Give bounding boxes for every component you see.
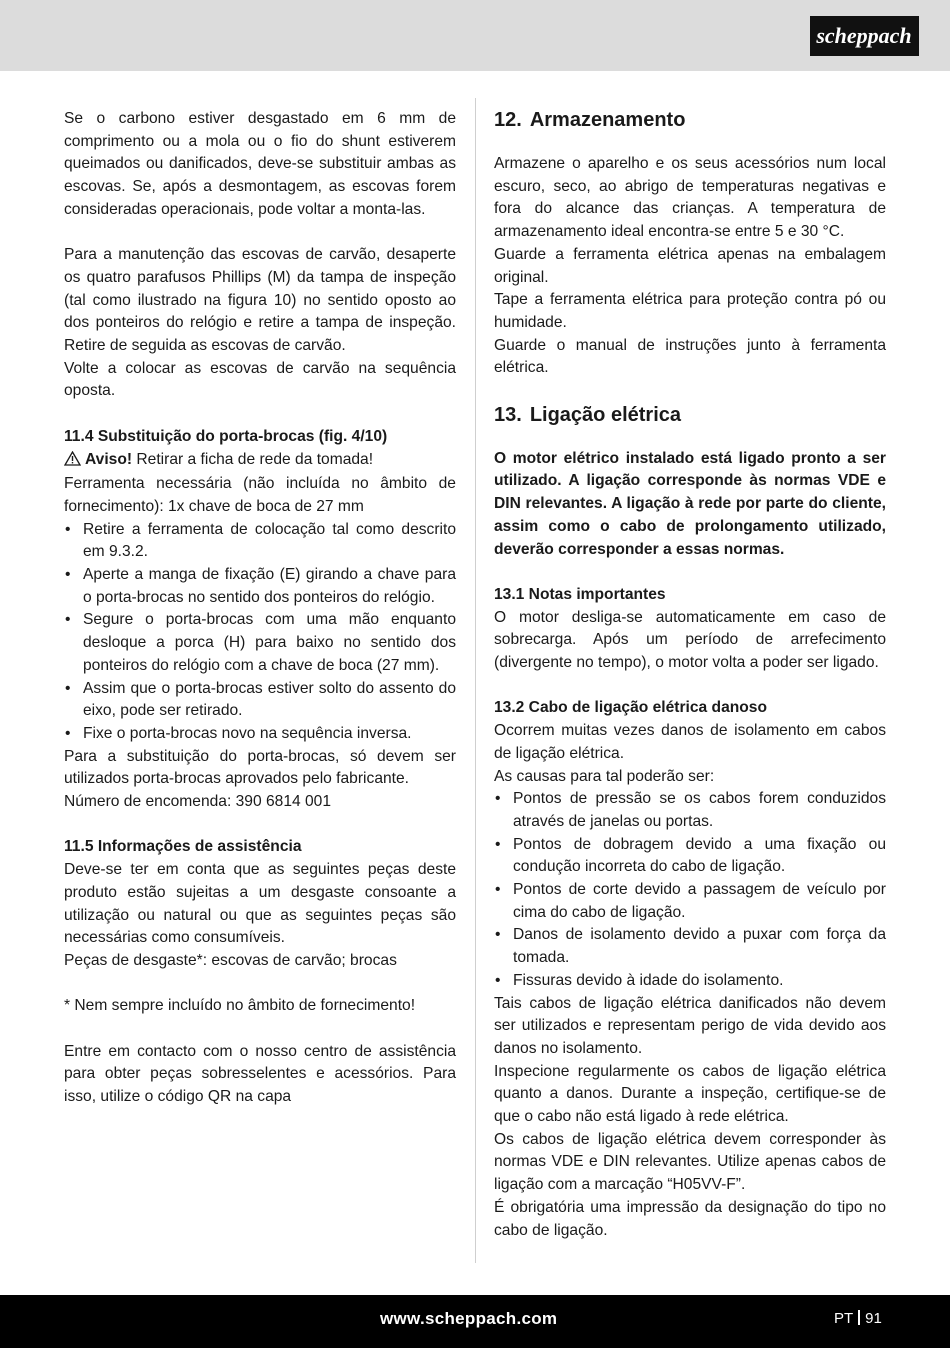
column-divider (475, 98, 476, 1263)
brush-maintenance-paragraph: Para a manutenção das escovas de carvão, desaperte os quatro parafusos Phillips (M) da tampa de inspeção (tal como ilustrado na figura 10) no sentido oposto ao dos ponteiros do relógio e retire a tampa de inspeção. Retire de seguida as escovas de carvão. (64, 246, 456, 355)
brush-reinstall-paragraph: Volte a colocar as escovas de carvão na sequência oposta. (64, 359, 456, 400)
page-header (0, 0, 950, 71)
language-code: PT (834, 1310, 854, 1327)
wear-parts-intro: Deve-se ter em conta que as seguintes peças deste produto estão sujeitas a um desgaste consoante a utilização ou natural ou que as seguintes peças são necessárias como consumíveis. (64, 861, 456, 947)
required-tools: Ferramenta necessária (não incluída no âmbito de fornecimento): 1x chave de boca de 27 mm (64, 475, 456, 515)
section-number: 12. (494, 109, 522, 131)
page-separator (858, 1310, 860, 1325)
brush-wear-paragraph: Se o carbono estiver desgastado em 6 mm de comprimento ou a mola ou o fio do shunt estiverem queimados ou danificados, deve-se substituir ambas as escovas. Se, após a desmontagem, as escovas forem consideradas operacionais, pode voltar a monta-las. (64, 110, 456, 218)
list-item: • Retire a ferramenta de colocação tal como descrito em 9.3.2. (64, 519, 456, 564)
list-item: • Segure o porta-brocas com uma mão enquanto desloque a porca (H) para baixo no sentido dos ponteiros do relógio com a chave de boca (27 mm). (64, 609, 456, 677)
cable-damage-causes: As causas para tal poderão ser: (494, 767, 715, 785)
scope-note: * Nem sempre incluído no âmbito de fornecimento! (64, 997, 416, 1015)
brand-logo-mark (814, 19, 915, 53)
page-footer (0, 1295, 950, 1348)
cable-damage-list (494, 788, 886, 992)
section-11-4-title: 11.4 Substituição do porta-brocas (fig. 4/10) (64, 427, 388, 445)
list-item: • Danos de isolamento devido a puxar com força da tomada. (494, 924, 886, 969)
wear-parts-list: Peças de desgaste*: escovas de carvão; brocas (64, 951, 397, 969)
section-11-5-title: 11.5 Informações de assistência (64, 838, 302, 856)
overload-note: O motor desliga-se automaticamente em caso de sobrecarga. Após um período de arrefecimento (divergente no tempo), o motor volta a poder ser ligado. (494, 608, 886, 672)
list-item: • Pontos de dobragem devido a uma fixação ou condução incorreta do cabo de ligação. (494, 834, 886, 879)
list-item: • Assim que o porta-brocas estiver solto do assento do eixo, pode ser retirado. (64, 678, 456, 723)
list-item: • Pontos de corte devido a passagem de veículo por cima do cabo de ligação. (494, 879, 886, 924)
list-item: • Fissuras devido à idade do isolamento. (494, 970, 886, 993)
warning-triangle-icon (64, 451, 81, 474)
service-contact: Entre em contacto com o nosso centro de assistência para obter peças sobresselentes e acessórios. Para isso, utilize o código QR na capa (64, 1042, 456, 1106)
section-12-heading (494, 108, 886, 132)
storage-packaging: Guarde a ferramenta elétrica apenas na embalagem original. (494, 245, 886, 286)
warning-line (64, 449, 456, 474)
section-13-heading (494, 403, 886, 427)
brand-logo (810, 16, 919, 56)
cable-standards: Os cabos de ligação elétrica devem corresponder às normas VDE e DIN relevantes. Utilize apenas cabos de ligação com a marcação “H05VV-F”. (494, 1130, 886, 1194)
right-column (494, 108, 886, 1242)
list-item: • Fixe o porta-brocas novo na sequência inversa. (64, 723, 456, 746)
order-number: Número de encomenda: 390 6814 001 (64, 793, 332, 811)
list-item: • Aperte a manga de fixação (E) girando a chave para o porta-brocas no sentido dos ponteiros do relógio. (64, 564, 456, 609)
approved-chuck-note: Para a substituição do porta-brocas, só devem ser utilizados porta-brocas aprovados pelo fabricante. (64, 747, 456, 788)
page-indicator (834, 1310, 882, 1327)
brand-logo-text: scheppach (816, 23, 912, 48)
website-link[interactable]: www.scheppach.com (380, 1309, 558, 1328)
warning-label: Aviso! (85, 450, 133, 468)
section-title: Ligação elétrica (529, 403, 681, 426)
cable-type-marking: É obrigatória uma impressão da designação do tipo no cabo de ligação. (494, 1198, 886, 1239)
electrical-intro: O motor elétrico instalado está ligado pronto a ser utilizado. A ligação corresponde às normas VDE e DIN relevantes. A ligação à rede por parte do cliente, assim como o cabo de prolongamento utilizado, deverão corresponder a essas normas. (494, 449, 886, 558)
storage-cover: Tape a ferramenta elétrica para proteção contra pó ou humidade. (494, 291, 886, 331)
storage-paragraph: Armazene o aparelho e os seus acessórios num local escuro, seco, ao abrigo de temperaturas negativas e fora do alcance das crianças. A temperatura de armazenamento ideal encontra-se entre 5 e 30 °C. (494, 155, 886, 241)
left-column (64, 108, 456, 1109)
list-item: • Pontos de pressão se os cabos forem conduzidos através de janelas ou portas. (494, 788, 886, 833)
section-13-1-title: 13.1 Notas importantes (494, 585, 666, 603)
section-title: Armazenamento (529, 109, 686, 131)
cable-inspection: Inspecione regularmente os cabos de ligação elétrica quanto a danos. Durante a inspeção, certifique-se de que o cabo não está ligado à rede elétrica. (494, 1062, 886, 1126)
damaged-cable-warning: Tais cabos de ligação elétrica danificados não devem ser utilizados e representam perigo de vida devido aos danos no isolamento. (494, 994, 886, 1057)
chuck-replacement-steps (64, 519, 456, 746)
section-number: 13. (494, 403, 522, 426)
page-number: 91 (865, 1310, 882, 1327)
storage-manual: Guarde o manual de instruções junto à ferramenta elétrica. (494, 336, 886, 377)
warning-text: Retirar a ficha de rede da tomada! (132, 450, 374, 468)
section-13-2-title: 13.2 Cabo de ligação elétrica danoso (494, 699, 767, 717)
cable-damage-intro: Ocorrem muitas vezes danos de isolamento em cabos de ligação elétrica. (494, 722, 886, 762)
